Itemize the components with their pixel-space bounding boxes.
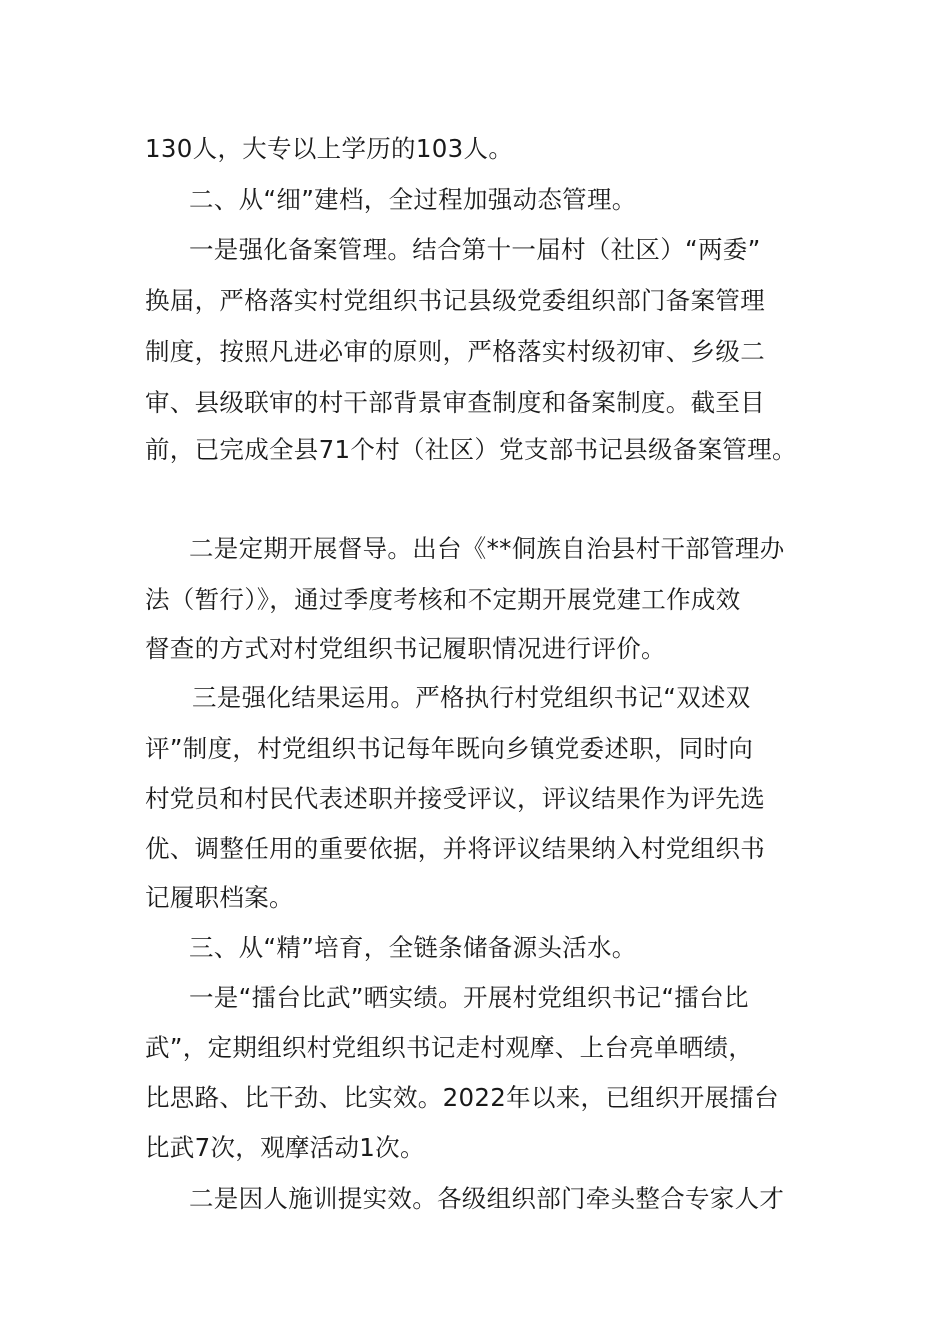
paragraph-line: 换届，严格落实村党组织书记县级党委组织部门备案管理 bbox=[145, 286, 765, 315]
paragraph-line: 一是“擂台比武”晒实绩。开展村党组织书记“擂台比 bbox=[189, 983, 749, 1012]
paragraph-line: 比武7次，观摩活动1次。 bbox=[145, 1133, 425, 1162]
paragraph-line: 村党员和村民代表述职并接受评议，评议结果作为评先选 bbox=[145, 784, 765, 813]
paragraph-line: 优、调整任用的重要依据，并将评议结果纳入村党组织书 bbox=[145, 834, 765, 863]
paragraph-line: 审、县级联审的村干部背景审查制度和备案制度。截至目 bbox=[145, 388, 765, 417]
paragraph-line: 制度，按照凡进必审的原则，严格落实村级初审、乡级二 bbox=[145, 337, 765, 366]
section-heading-3: 三、从“精”培育，全链条储备源头活水。 bbox=[189, 933, 637, 962]
paragraph-line: 法（暂行）》，通过季度考核和不定期开展党建工作成效 bbox=[145, 585, 741, 614]
paragraph-line: 比思路、比干劲、比实效。2022年以来，已组织开展擂台 bbox=[145, 1083, 779, 1112]
paragraph-line: 一是强化备案管理。结合第十一届村（社区）“两委” bbox=[189, 235, 761, 264]
paragraph-line: 督查的方式对村党组织书记履职情况进行评价。 bbox=[145, 634, 666, 663]
text-line-1: 130人，大专以上学历的103人。 bbox=[145, 134, 514, 163]
paragraph-line: 武”，定期组织村党组织书记走村观摩、上台亮单晒绩， bbox=[145, 1033, 754, 1062]
section-heading-2: 二、从“细”建档，全过程加强动态管理。 bbox=[189, 185, 637, 214]
paragraph-line: 二是因人施训提实效。各级组织部门牵头整合专家人才 bbox=[189, 1184, 785, 1213]
paragraph-line: 评”制度，村党组织书记每年既向乡镇党委述职，同时向 bbox=[145, 734, 754, 763]
paragraph-line: 记履职档案。 bbox=[145, 883, 294, 912]
paragraph-line: 二是定期开展督导。出台《**侗族自治县村干部管理办 bbox=[189, 534, 785, 563]
paragraph-line: 前，已完成全县71个村（社区）党支部书记县级备案管理。 bbox=[145, 435, 797, 464]
paragraph-line: 三是强化结果运用。严格执行村党组织书记“双述双 bbox=[192, 683, 751, 712]
